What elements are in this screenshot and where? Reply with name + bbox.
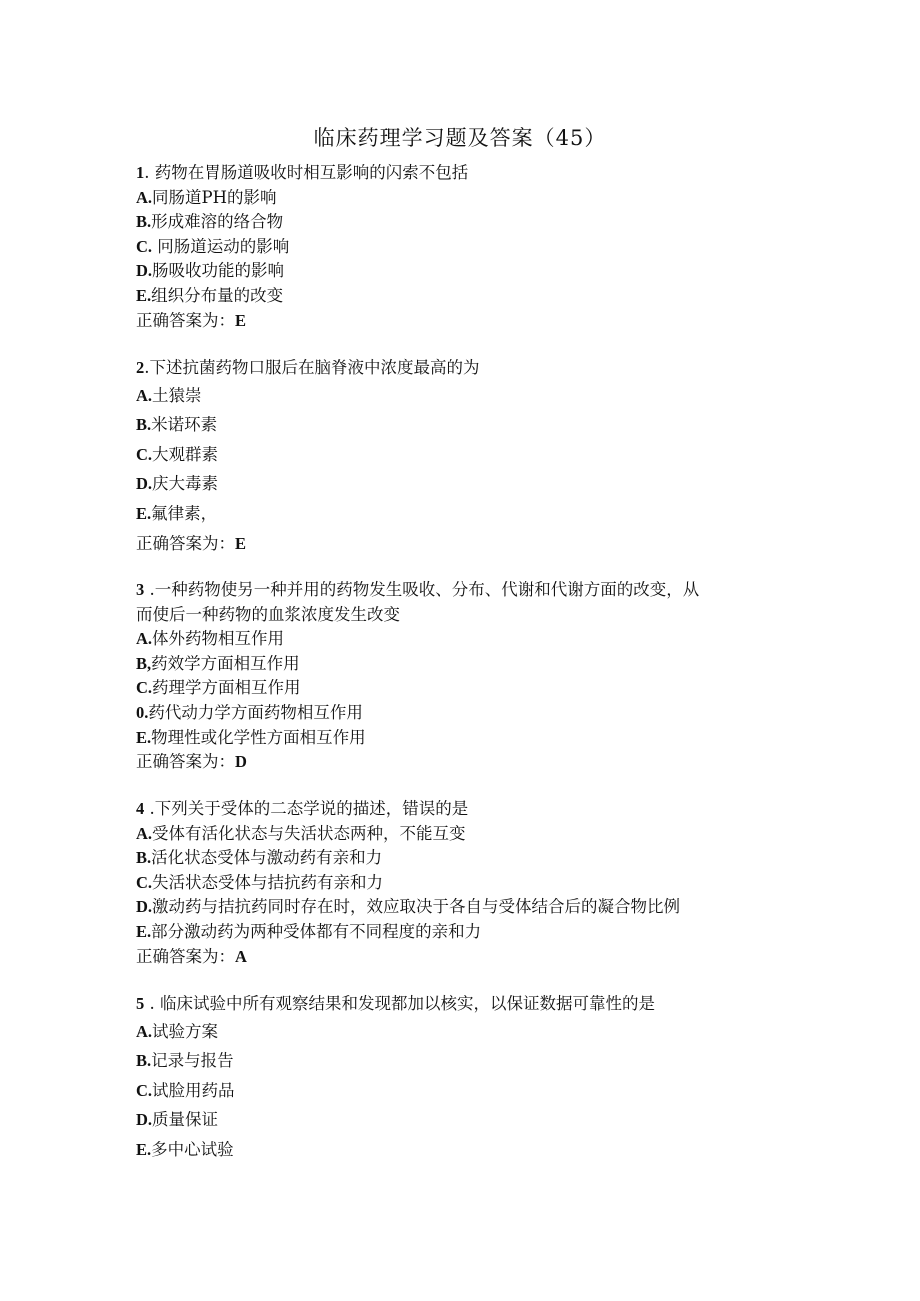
option-e: E.物理性或化学性方面相互作用 bbox=[136, 727, 366, 747]
question-4 bbox=[136, 797, 786, 969]
option-d: D.激动药与拮抗药同时存在时，效应取决于各自与受体结合后的凝合物比例 bbox=[136, 897, 681, 917]
answer-label: 正确答案为： bbox=[136, 310, 235, 330]
option-d: D.质量保证 bbox=[136, 1110, 219, 1130]
answer-label: 正确答案为： bbox=[136, 752, 235, 772]
option-e: E.多中心试验 bbox=[136, 1139, 234, 1159]
question-1 bbox=[136, 161, 786, 333]
option-a: A.土猿崇 bbox=[136, 385, 202, 405]
option-a: A.试验方案 bbox=[136, 1021, 219, 1041]
question-number: 4 bbox=[136, 799, 145, 818]
question-stem bbox=[136, 161, 786, 186]
question-stem bbox=[136, 992, 786, 1017]
option-a: A.体外药物相互作用 bbox=[136, 629, 285, 649]
option-a: A.同肠道PH的影响 bbox=[136, 187, 277, 207]
option-d: 0.药代动力学方面药物相互作用 bbox=[136, 702, 363, 722]
option-e: E.组织分布量的改变 bbox=[136, 285, 284, 305]
answer-value: D bbox=[235, 752, 247, 772]
option-c: C.药理学方面相互作用 bbox=[136, 678, 301, 698]
option-c: C. 冋肠道运动的影响 bbox=[136, 236, 290, 256]
question-text: . 药物在胃肠道吸收时相互影响的闪索不包括 bbox=[144, 163, 469, 182]
option-b: B.形成难溶的络合物 bbox=[136, 212, 284, 232]
answer-line bbox=[136, 945, 786, 970]
option-b: B.活化状态受体与激动药有亲和力 bbox=[136, 848, 383, 868]
question-number: 3 bbox=[136, 580, 145, 599]
answer-label: 正确答案为： bbox=[136, 946, 235, 966]
answer-value: E bbox=[235, 533, 247, 553]
option-d: D.庆大毒素 bbox=[136, 474, 219, 494]
question-stem bbox=[136, 797, 786, 822]
answer-value: E bbox=[235, 310, 247, 330]
option-e: E.部分激动药为两种受体都有不同程度的亲和力 bbox=[136, 921, 482, 941]
question-5 bbox=[136, 992, 786, 1165]
question-3 bbox=[136, 578, 786, 775]
question-number: 1 bbox=[136, 163, 145, 182]
option-a: A.受体有活化状态与失活状态两种，不能互变 bbox=[136, 823, 466, 843]
question-text: .下述抗菌药物口服后在脑脊液中浓度最高的为 bbox=[144, 358, 480, 377]
question-text: .下列关于受体的二态学说的描述，错误的是 bbox=[144, 799, 469, 818]
question-stem bbox=[136, 578, 786, 603]
option-b: B.记录与报告 bbox=[136, 1051, 234, 1071]
option-e: E.氟律素， bbox=[136, 503, 218, 523]
option-c: C.试脸用药品 bbox=[136, 1080, 235, 1100]
question-number: 5 bbox=[136, 994, 145, 1013]
page-title: 临床药理学习题及答案（45） bbox=[313, 126, 607, 150]
option-c: C.大观群素 bbox=[136, 444, 219, 464]
question-number: 2 bbox=[136, 358, 145, 377]
answer-line bbox=[136, 529, 786, 559]
answer-label: 正确答案为： bbox=[136, 533, 235, 553]
answer-line bbox=[136, 750, 786, 775]
question-text: . 临床试验中所有观察结果和发现都加以核实，以保证数据可靠性的是 bbox=[144, 994, 655, 1013]
question-2 bbox=[136, 356, 786, 559]
option-b: B.米诺环素 bbox=[136, 415, 218, 435]
option-b: B,药效学方面相互作用 bbox=[136, 653, 300, 673]
option-c: C.失活状态受体与拮抗药有亲和力 bbox=[136, 872, 384, 892]
question-text: .一种药物使另一种并用的药物发生吸收、分布、代谢和代谢方面的改变，从 bbox=[144, 580, 700, 599]
question-stem-continued: 而使后一种药物的血浆浓度发生改变 bbox=[136, 604, 400, 624]
option-d: D.肠吸收功能的影响 bbox=[136, 261, 285, 281]
answer-value: A bbox=[235, 946, 247, 966]
question-stem bbox=[136, 356, 786, 381]
answer-line bbox=[136, 309, 786, 334]
